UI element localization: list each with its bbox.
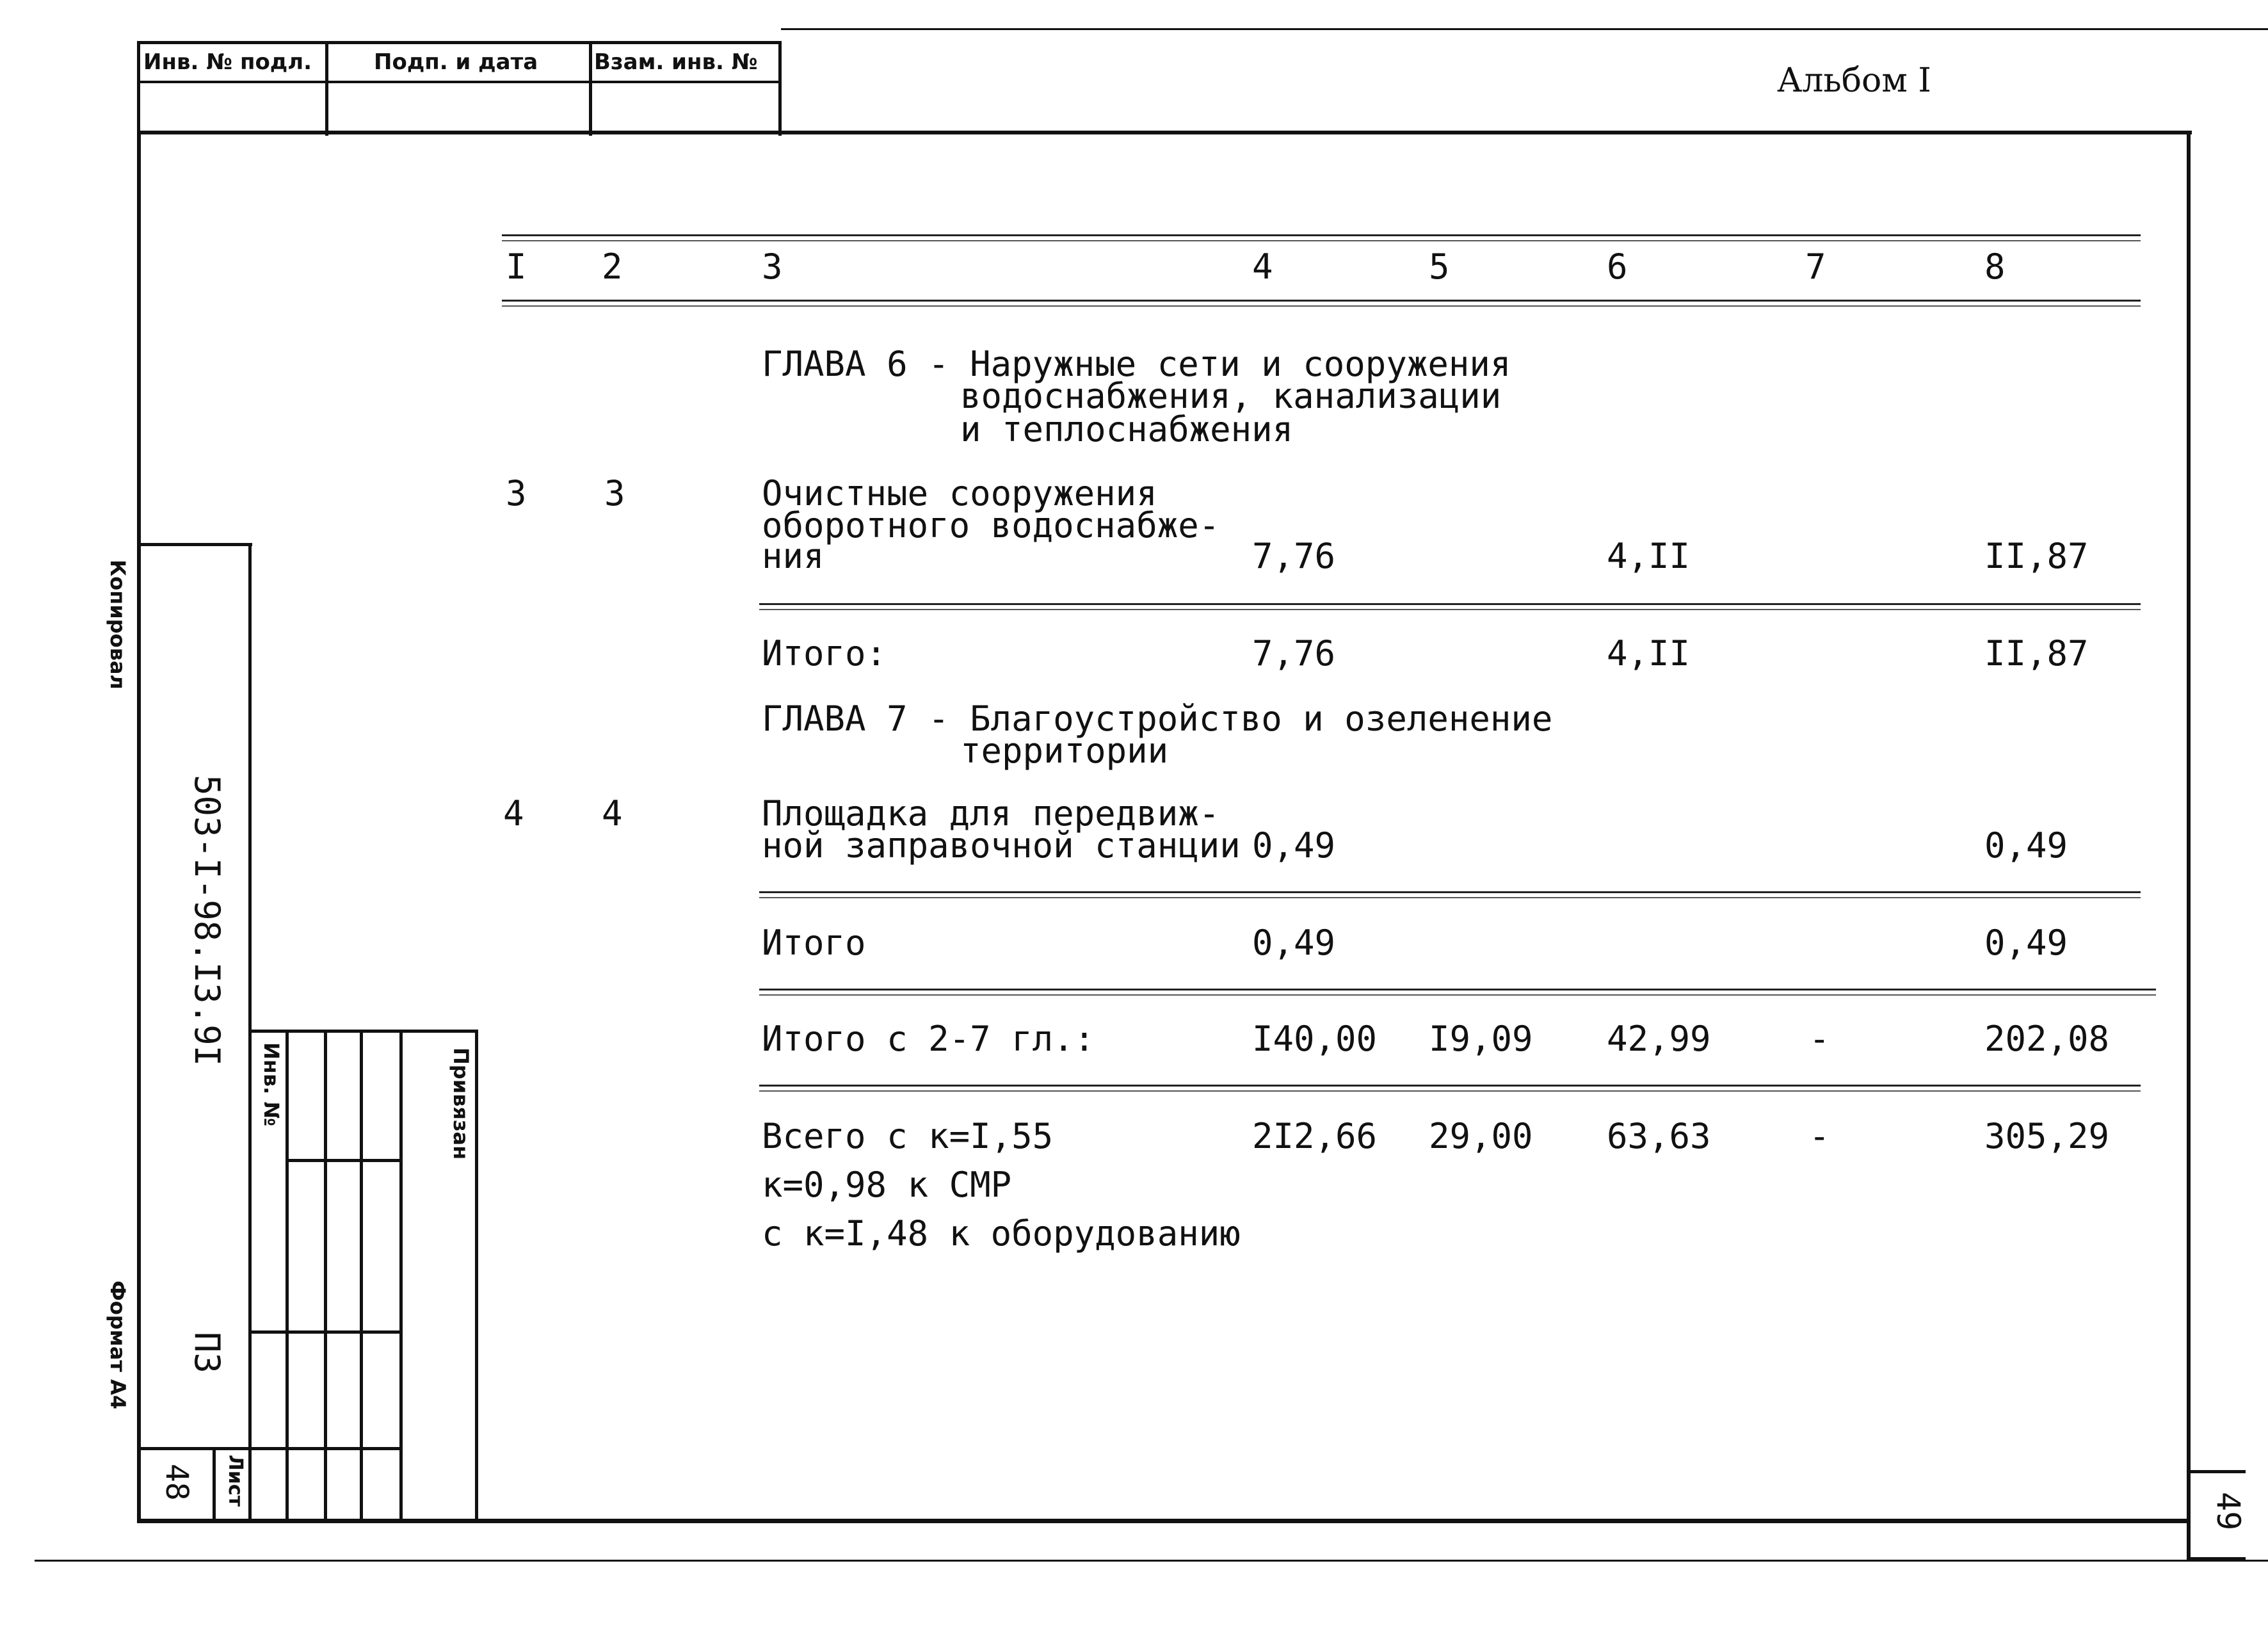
col-header-1: I xyxy=(506,247,527,287)
sheet-label: Лист xyxy=(224,1455,246,1507)
stamp-podp-data: Подп. и дата xyxy=(374,49,538,75)
col-header-5: 5 xyxy=(1429,247,1450,287)
col-header-8: 8 xyxy=(1984,247,2006,287)
sheet-number: 48 xyxy=(159,1464,195,1501)
col-header-2: 2 xyxy=(602,247,623,287)
section-code: ПЗ xyxy=(187,1332,227,1374)
inv-no-label: Инв. № xyxy=(259,1042,284,1126)
col-header-4: 4 xyxy=(1252,247,1273,287)
col-header-7: 7 xyxy=(1805,247,1826,287)
stamp-vzam-inv: Взам. инв. № xyxy=(594,49,758,75)
col-header-3: 3 xyxy=(762,247,783,287)
col-header-6: 6 xyxy=(1607,247,1628,287)
album-label: Альбом I xyxy=(1777,61,1931,100)
stamp-inv-podl: Инв. № подл. xyxy=(143,49,312,75)
top-rule xyxy=(781,28,2268,30)
document-code: 503-I-98.I3.9I xyxy=(187,775,227,1067)
format-label: Формат А4 xyxy=(106,1281,130,1410)
kopiroval-label: Копировал xyxy=(106,560,130,690)
privyazan-label: Привязан xyxy=(449,1047,473,1160)
page-number: 49 xyxy=(2210,1492,2247,1531)
